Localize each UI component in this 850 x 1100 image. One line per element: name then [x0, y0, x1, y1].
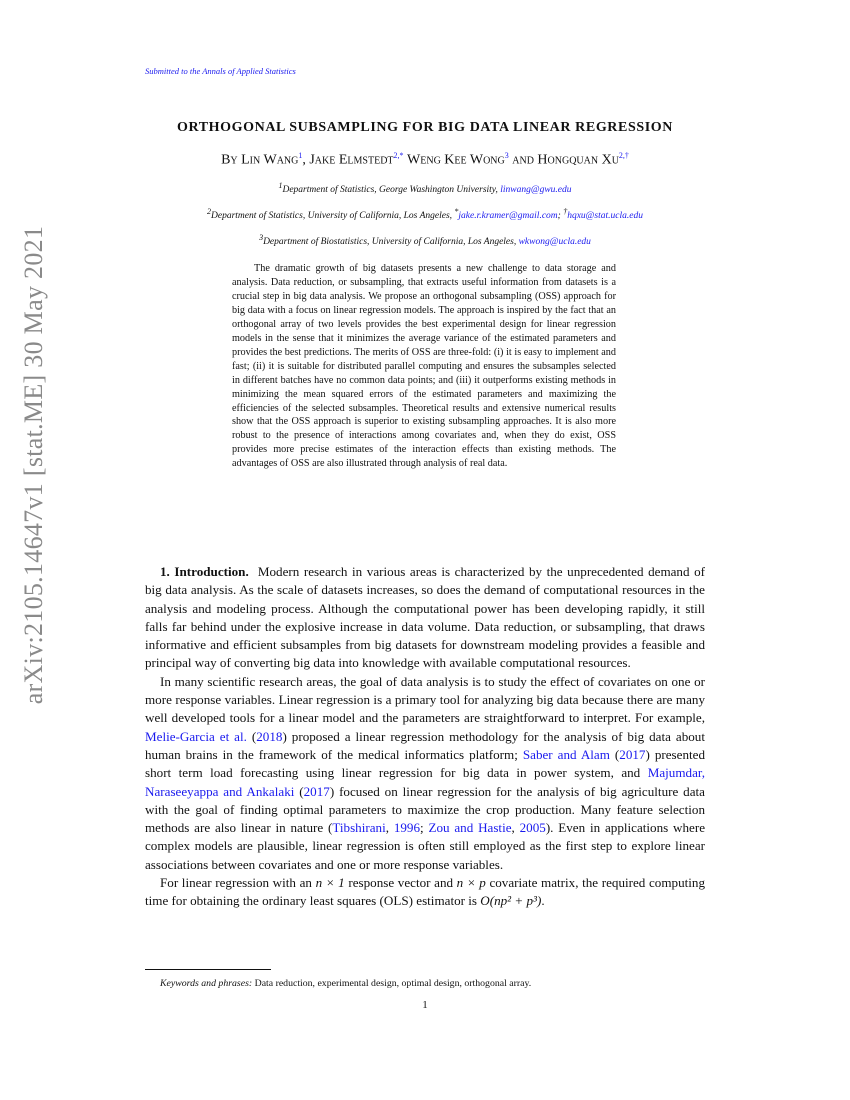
author-3-sup[interactable]: 3: [504, 151, 509, 160]
intro-p2-c: presented short term load forecasting using linear regression for big data in power system, and: [145, 746, 705, 781]
citation-zou-hastie-year[interactable]: 2005: [519, 820, 546, 836]
affiliation-2-text: Department of Statistics, University of California, Los Angeles,: [211, 211, 455, 222]
citation-majumdar[interactable]: Majumdar, Naraseeyappa and Ankalaki: [145, 765, 705, 799]
math-n-by-p: n × p: [456, 875, 486, 891]
intro-p2-e: ;: [420, 820, 429, 836]
author-and: and: [512, 152, 534, 168]
citation-saber-alam-year[interactable]: 2017: [619, 746, 646, 762]
footnote-divider: [145, 969, 271, 970]
affiliation-2: [0, 207, 850, 221]
email-link-jake[interactable]: jake.r.kramer@gmail.com: [458, 211, 558, 222]
intro-paragraph-3: [145, 874, 705, 911]
arxiv-stamp: [14, 225, 54, 705]
intro-p3-d: .: [541, 893, 545, 909]
intro-p2-d: focused on linear regression for the analysis of big agriculture data with the goal of finding optimal parameters to maximize the crop production. Many feature selection methods are also linear in nature (: [145, 783, 705, 836]
keywords-label: Keywords and phrases:: [160, 978, 253, 989]
affiliation-2-sep: ;: [557, 211, 564, 222]
author-3: Weng Kee Wong: [407, 152, 505, 168]
section-number: 1.: [160, 564, 170, 579]
citation-tibshirani-year[interactable]: 1996: [393, 820, 420, 836]
citation-melie-garcia-year[interactable]: 2018: [256, 728, 283, 744]
intro-paragraph-1: [145, 563, 705, 673]
paper-title: ORTHOGONAL SUBSAMPLING FOR BIG DATA LINEAR REGRESSION: [177, 120, 673, 135]
affiliation-3-sup: 3: [259, 233, 264, 242]
arxiv-stamp-text: arXiv:2105.14647v1 [stat.ME] 30 May 2021: [19, 225, 48, 705]
abstract: [232, 262, 616, 471]
abstract-text: The dramatic growth of big datasets presents a new challenge to data storage and analysis. Data reduction, or subsampling, that extracts useful information from datasets is a crucial step in big data analysis. We propose an orthogonal subsampling (OSS) approach for big data with a focus on linear regression models. The approach is inspired by the fact that an orthogonal array of two levels provides the best experimental design for linear regression models in the sense that it minimizes the average variance of the estimated parameters and provides the best predictions. The merits of OSS are three-fold: (i) it is easy to implement and fast; (ii) it is suitable for distributed parallel computing and ensures the subsamples selected in different batches have no common data points; and (iii) it outperforms existing methods in minimizing the mean squared errors of the estimated parameters and maximizing the efficiencies of the selected subsamples. Theoretical results and extensive numerical results show that the OSS approach is superior to existing subsampling approaches. It is also more robust to the presence of interactions among covariates and, when they do exist, OSS provides more precise estimates of the interaction effects than existing methods. The advantages of OSS are also illustrated through analysis of real data.: [232, 263, 616, 470]
author-2-sup[interactable]: 2,*: [393, 151, 404, 160]
citation-melie-garcia[interactable]: Melie-Garcia et al.: [145, 728, 247, 744]
affiliation-1-text: Department of Statistics, George Washington University,: [282, 185, 501, 196]
email-link-wkwong[interactable]: wkwong@ucla.edu: [518, 237, 591, 248]
affiliation-2-sup: 2: [207, 207, 212, 216]
affiliation-2-star: *: [454, 207, 459, 216]
email-link-linwang[interactable]: linwang@gwu.edu: [500, 185, 572, 196]
affiliation-1: [0, 181, 850, 195]
intro-p2-b: proposed a linear regression methodology for the analysis of big data about human brains in the framework of the medical informatics platform;: [145, 728, 705, 762]
intro-p2-a: In many scientific research areas, the goal of data analysis is to study the effect of covariates on one or more response variables. Linear regression is a primary tool for analyzing big data because there are many well developed tools for a linear model and the parameters are straightforward to interpret. For example,: [145, 673, 705, 726]
affiliation-3: [0, 233, 850, 247]
intro-paragraph-2: In many scientific research areas, the goal of data analysis is to study the effect of covariates on one or more response variables. Linear regression is a primary tool for analyzing big data because there are many well developed tools for a linear model and the parameters are straightforward to interpret. For example, Melie-Garcia et al. (2018) proposed a linear regression methodology for the analysis of big data about human brains in the framework of the medical informatics platform; Saber and Alam (2017) presented short term load forecasting using linear regression for big data in power system, and Majumdar, Naraseeyappa and Ankalaki (2017) focused on linear regression for the analysis of big agriculture data with the goal of finding optimal parameters to maximize the crop production. Many feature selection methods are also linear in nature (Tibshirani, 1996; Zou and Hastie, 2005). Even in applications where complex models are plausible, linear regression is often still employed as the first step to explore linear associations between covariates and one or more response variables.: [145, 673, 706, 872]
keywords-footnote: [160, 978, 531, 989]
affiliation-3-text: Department of Biostatistics, University of California, Los Angeles,: [263, 237, 519, 248]
math-ols-complexity: O(np² + p³): [480, 893, 542, 909]
author-list: By Lin Wang$^1$, Jake Elmstedt$^{2,*}$ Weng Kee Wong$^3$ and Hongquan $Xu^{2,\dagger}$: [221, 151, 629, 168]
author-1: Lin Wang: [241, 152, 299, 168]
intro-p2-f: ). Even in applications where complex models are plausible, linear regression is often still employed as the first step to explore linear associations between covariates and one or more response variables.: [145, 820, 706, 872]
author-2: Jake Elmstedt: [309, 152, 394, 168]
author-1-sup[interactable]: 1: [298, 151, 303, 160]
author-by: By: [221, 152, 238, 168]
citation-saber-alam[interactable]: Saber and Alam: [522, 746, 610, 762]
citation-tibshirani[interactable]: Tibshirani: [332, 820, 386, 836]
author-4-sup[interactable]: 2,†: [618, 151, 629, 160]
keywords-text: Data reduction, experimental design, optimal design, orthogonal array.: [252, 978, 532, 989]
author-4: Hongquan Xu: [537, 152, 619, 168]
intro-p3-b: response vector and: [344, 875, 457, 891]
email-link-hqxu[interactable]: hqxu@stat.ucla.edu: [567, 211, 643, 222]
intro-p1-text: Modern research in various areas is characterized by the unprecedented demand of big data analysis. As the scale of datasets increases, so does the demand of computational resources in the analysis and modeling process. Although the computational power has been developing rapidly, it still falls far behind under the explosive increase in data volume. Data reduction, or subsampling, that draws informative and efficient subsamples from big datasets for downstream modeling provides a feasible and principal way of converting big data into knowledge with available computational resources.: [145, 564, 705, 671]
math-n-by-1: n × 1: [315, 875, 345, 891]
affiliation-1-sup: 1: [278, 181, 283, 190]
section-title: Introduction.: [174, 564, 249, 579]
intro-p3-a: For linear regression with an: [160, 875, 316, 891]
journal-header-note: Submitted to the Annals of Applied Statistics: [145, 66, 296, 76]
intro-p3-c: covariate matrix, the required computing time for obtaining the ordinary least squares (OLS) estimator is: [145, 875, 705, 909]
citation-zou-hastie[interactable]: Zou and Hastie: [428, 820, 512, 836]
section-introduction: [145, 563, 705, 911]
page-number: 1: [422, 999, 428, 1011]
citation-majumdar-year[interactable]: 2017: [303, 783, 330, 799]
affiliation-2-dagger: †: [563, 207, 568, 216]
